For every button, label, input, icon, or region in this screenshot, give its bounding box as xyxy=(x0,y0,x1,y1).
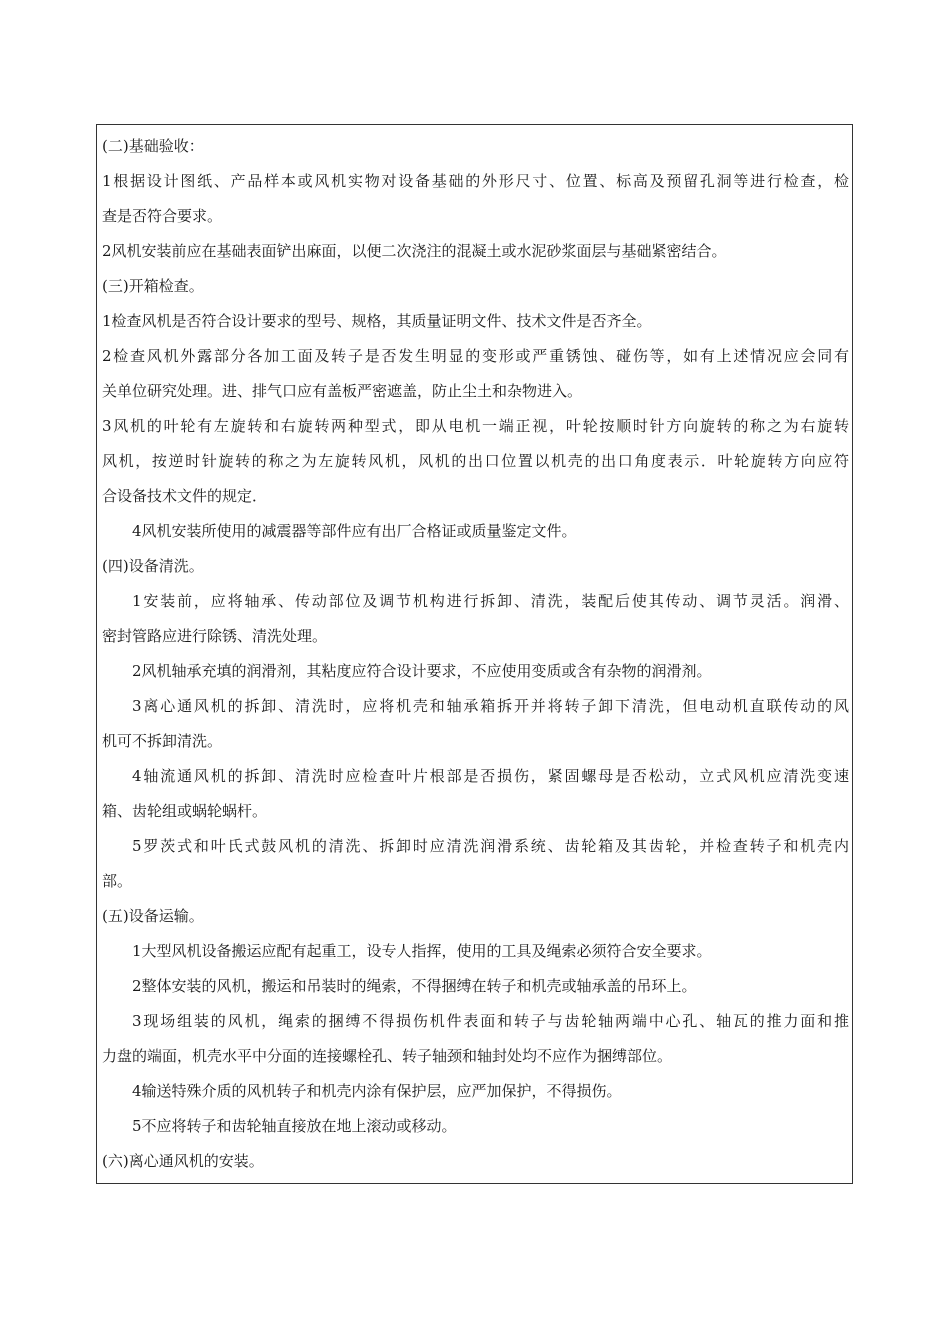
paragraph-line: 2风机轴承充填的润滑剂，其粘度应符合设计要求，不应使用变质或含有杂物的润滑剂。 xyxy=(132,662,712,680)
paragraph-line: 3离心通风机的拆卸、清洗时，应将机壳和轴承箱拆开并将转子卸下清洗，但电动机直联传动的风 xyxy=(132,697,849,715)
paragraph-line: 查是否符合要求。 xyxy=(102,207,223,225)
section-heading-centrifugal-install: (六)离心通风机的安装。 xyxy=(102,1152,264,1170)
document-table-cell xyxy=(96,124,853,1184)
paragraph-line: 1安装前，应将轴承、传动部位及调节机构进行拆卸、清洗，装配后使其传动、调节灵活。润滑、 xyxy=(132,592,849,610)
paragraph-line: 4轴流通风机的拆卸、清洗时应检查叶片根部是否损伤，紧固螺母是否松动，立式风机应清洗变速 xyxy=(132,767,849,785)
paragraph-line: 3风机的叶轮有左旋转和右旋转两种型式，即从电机一端正视，叶轮按顺时针方向旋转的称之为右旋转 xyxy=(102,417,849,435)
paragraph-line: 关单位研究处理。进、排气口应有盖板严密遮盖，防止尘土和杂物进入。 xyxy=(102,382,583,400)
paragraph-line: 5罗茨式和叶氏式鼓风机的清洗、拆卸时应清洗润滑系统、齿轮箱及其齿轮，并检查转子和机壳内 xyxy=(132,837,849,855)
paragraph-line: 2风机安装前应在基础表面铲出麻面，以便二次浇注的混凝土或水泥砂浆面层与基础紧密结合。 xyxy=(102,242,727,260)
paragraph-line: 部。 xyxy=(102,872,133,890)
paragraph-line: 3现场组装的风机，绳索的捆缚不得损伤机件表面和转子与齿轮轴两端中心孔、轴瓦的推力面和推 xyxy=(132,1012,849,1030)
paragraph-line: 密封管路应进行除锈、清洗处理。 xyxy=(102,627,328,645)
section-heading-cleaning: (四)设备清洗。 xyxy=(102,557,204,575)
paragraph-line: 4风机安装所使用的减震器等部件应有出厂合格证或质量鉴定文件。 xyxy=(132,522,577,540)
paragraph-line: 1检查风机是否符合设计要求的型号、规格，其质量证明文件、技术文件是否齐全。 xyxy=(102,312,652,330)
paragraph-line: 5不应将转子和齿轮轴直接放在地上滚动或移动。 xyxy=(132,1117,457,1135)
paragraph-line: 机可不拆卸清洗。 xyxy=(102,732,223,750)
paragraph-line: 2整体安装的风机，搬运和吊装时的绳索，不得捆缚在转子和机壳或轴承盖的吊环上。 xyxy=(132,977,697,995)
section-heading-transport: (五)设备运输。 xyxy=(102,907,204,925)
section-heading-unpacking: (三)开箱检查。 xyxy=(102,277,204,295)
paragraph-line: 2检查风机外露部分各加工面及转子是否发生明显的变形或严重锈蚀、碰伤等，如有上述情况应会同有 xyxy=(102,347,849,365)
paragraph-line: 1大型风机设备搬运应配有起重工，设专人指挥，使用的工具及绳索必须符合安全要求。 xyxy=(132,942,712,960)
paragraph-line: 4输送特殊介质的风机转子和机壳内涂有保护层，应严加保护，不得损伤。 xyxy=(132,1082,622,1100)
section-heading-foundation: (二)基础验收： xyxy=(102,137,204,155)
paragraph-line: 风机，按逆时针旋转的称之为左旋转风机，风机的出口位置以机壳的出口角度表示．叶轮旋转方向应符 xyxy=(102,452,849,470)
paragraph-line: 合设备技术文件的规定． xyxy=(102,487,268,505)
paragraph-line: 力盘的端面，机壳水平中分面的连接螺栓孔、转子轴颈和轴封处均不应作为捆缚部位。 xyxy=(102,1047,673,1065)
paragraph-line: 箱、齿轮组或蜗轮蜗杆。 xyxy=(102,802,268,820)
paragraph-line: 1根据设计图纸、产品样本或风机实物对设备基础的外形尺寸、位置、标高及预留孔洞等进行检查，检 xyxy=(102,172,849,190)
